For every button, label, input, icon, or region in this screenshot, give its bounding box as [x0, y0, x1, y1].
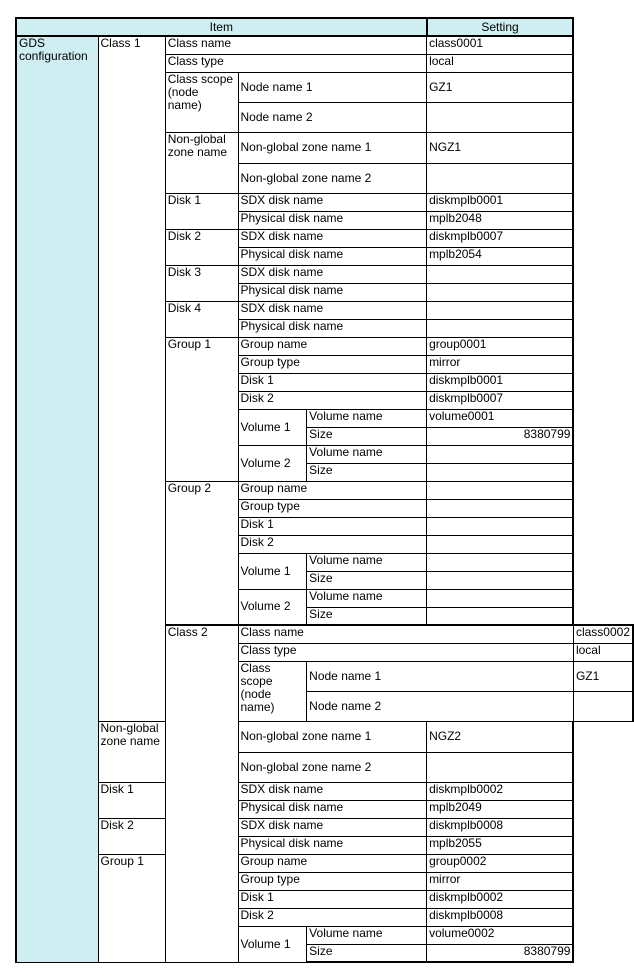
ngz-name-2-label: Non-global zone name 2 [238, 752, 427, 782]
group-disk-2-value[interactable] [427, 535, 574, 553]
sdx-disk-name-value[interactable]: diskmplb0008 [427, 818, 574, 836]
group-type-value[interactable] [427, 499, 574, 517]
disk-label: Disk 1 [98, 782, 165, 818]
ngz-name-1-label: Non-global zone name 1 [238, 132, 427, 163]
node-name-1-label: Node name 1 [307, 661, 574, 691]
group-disk-2-value[interactable]: diskmplb0008 [427, 908, 574, 926]
physical-disk-name-label: Physical disk name [238, 247, 427, 265]
group-disk-2-label: Disk 2 [238, 908, 427, 926]
size-label: Size [307, 571, 427, 589]
physical-disk-name-value[interactable]: mplb2049 [427, 800, 574, 818]
class-name-label: Class name [238, 625, 573, 643]
ngz-name-2-value[interactable] [427, 752, 574, 782]
group-label: Group 1 [165, 337, 238, 481]
non-global-zone-label: Non-global zone name [165, 132, 238, 193]
ngz-name-1-label: Non-global zone name 1 [238, 721, 427, 752]
group-disk-2-value[interactable]: diskmplb0007 [427, 391, 574, 409]
sdx-disk-name-label: SDX disk name [238, 193, 427, 211]
node-name-2-value[interactable] [427, 102, 574, 132]
node-name-1-value[interactable]: GZ1 [573, 661, 633, 691]
group-label: Group 2 [165, 481, 238, 625]
volume-1-label: Volume 1 [238, 409, 307, 445]
disk-label: Disk 2 [165, 229, 238, 265]
ngz-name-2-value[interactable] [427, 163, 574, 193]
class-name-label: Class name [165, 36, 426, 54]
group-type-label: Group type [238, 499, 427, 517]
size-value[interactable]: 8380799 [427, 944, 574, 962]
physical-disk-name-value[interactable] [427, 283, 574, 301]
size-value[interactable] [427, 571, 574, 589]
node-name-2-label: Node name 2 [307, 691, 574, 721]
sdx-disk-name-value[interactable]: diskmplb0001 [427, 193, 574, 211]
volume-name-value[interactable] [427, 589, 574, 607]
physical-disk-name-value[interactable]: mplb2055 [427, 836, 574, 854]
volume-name-label: Volume name [307, 553, 427, 571]
sdx-disk-name-value[interactable] [427, 265, 574, 283]
disk-label: Disk 1 [165, 193, 238, 229]
volume-name-value[interactable] [427, 445, 574, 463]
group-disk-2-label: Disk 2 [238, 391, 427, 409]
group-type-value[interactable]: mirror [427, 872, 574, 890]
group-name-label: Group name [238, 337, 427, 355]
size-label: Size [307, 944, 427, 962]
volume-1-label: Volume 1 [238, 926, 307, 962]
group-disk-1-label: Disk 1 [238, 373, 427, 391]
volume-1-label: Volume 1 [238, 553, 307, 589]
group-type-value[interactable]: mirror [427, 355, 574, 373]
disk-label: Disk 2 [98, 818, 165, 854]
physical-disk-name-label: Physical disk name [238, 319, 427, 337]
node-name-2-value[interactable] [573, 691, 633, 721]
group-type-label: Group type [238, 872, 427, 890]
class-name-value[interactable]: class0001 [427, 36, 574, 54]
ngz-name-1-value[interactable]: NGZ2 [427, 721, 574, 752]
disk-label: Disk 4 [165, 301, 238, 337]
size-value[interactable]: 8380799 [427, 427, 574, 445]
class-type-value[interactable]: local [427, 54, 574, 72]
non-global-zone-label: Non-global zone name [98, 721, 165, 782]
volume-2-label: Volume 2 [238, 589, 307, 625]
class-type-label: Class type [165, 54, 426, 72]
class-scope-label: Class scope (node name) [238, 661, 307, 721]
group-disk-1-value[interactable] [427, 517, 574, 535]
physical-disk-name-label: Physical disk name [238, 836, 427, 854]
class-type-value[interactable]: local [573, 643, 633, 661]
volume-name-value[interactable]: volume0001 [427, 409, 574, 427]
sdx-disk-name-label: SDX disk name [238, 301, 427, 319]
gds-configuration-label: GDS configuration [16, 36, 98, 962]
group-name-label: Group name [238, 854, 427, 872]
sdx-disk-name-value[interactable] [427, 301, 574, 319]
ngz-name-1-value[interactable]: NGZ1 [427, 132, 574, 163]
physical-disk-name-value[interactable] [427, 319, 574, 337]
group-disk-1-label: Disk 1 [238, 890, 427, 908]
class2-label: Class 2 [165, 625, 238, 962]
node-name-1-value[interactable]: GZ1 [427, 72, 574, 102]
group-disk-2-label: Disk 2 [238, 535, 427, 553]
volume-name-label: Volume name [307, 589, 427, 607]
volume-name-label: Volume name [307, 445, 427, 463]
sdx-disk-name-value[interactable]: diskmplb0002 [427, 782, 574, 800]
volume-name-value[interactable] [427, 553, 574, 571]
physical-disk-name-label: Physical disk name [238, 211, 427, 229]
setting-header: Setting [427, 18, 574, 36]
group-label: Group 1 [98, 854, 165, 962]
sdx-disk-name-label: SDX disk name [238, 229, 427, 247]
ngz-name-2-label: Non-global zone name 2 [238, 163, 427, 193]
group-name-value[interactable] [427, 481, 574, 499]
gds-configuration-sheet [15, 17, 634, 963]
physical-disk-name-value[interactable]: mplb2054 [427, 247, 574, 265]
config-table [15, 17, 634, 963]
group-disk-1-value[interactable]: diskmplb0002 [427, 890, 574, 908]
size-label: Size [307, 607, 427, 625]
group-disk-1-value[interactable]: diskmplb0001 [427, 373, 574, 391]
sdx-disk-name-label: SDX disk name [238, 265, 427, 283]
size-label: Size [307, 463, 427, 481]
sdx-disk-name-label: SDX disk name [238, 818, 427, 836]
size-label: Size [307, 427, 427, 445]
size-value[interactable] [427, 463, 574, 481]
group-name-label: Group name [238, 481, 427, 499]
node-name-1-label: Node name 1 [238, 72, 427, 102]
class-scope-label: Class scope (node name) [165, 72, 238, 132]
group-name-value[interactable]: group0001 [427, 337, 574, 355]
physical-disk-name-label: Physical disk name [238, 800, 427, 818]
class-name-value[interactable]: class0002 [573, 625, 633, 643]
class1-label: Class 1 [98, 36, 165, 721]
volume-2-label: Volume 2 [238, 445, 307, 481]
disk-label: Disk 3 [165, 265, 238, 301]
volume-name-label: Volume name [307, 409, 427, 427]
physical-disk-name-value[interactable]: mplb2048 [427, 211, 574, 229]
sdx-disk-name-label: SDX disk name [238, 782, 427, 800]
item-header: Item [16, 18, 427, 36]
node-name-2-label: Node name 2 [238, 102, 427, 132]
volume-name-label: Volume name [307, 926, 427, 944]
group-disk-1-label: Disk 1 [238, 517, 427, 535]
group-type-label: Group type [238, 355, 427, 373]
volume-name-value[interactable]: volume0002 [427, 926, 574, 944]
sdx-disk-name-value[interactable]: diskmplb0007 [427, 229, 574, 247]
physical-disk-name-label: Physical disk name [238, 283, 427, 301]
class-type-label: Class type [238, 643, 573, 661]
group-name-value[interactable]: group0002 [427, 854, 574, 872]
size-value[interactable] [427, 607, 574, 625]
